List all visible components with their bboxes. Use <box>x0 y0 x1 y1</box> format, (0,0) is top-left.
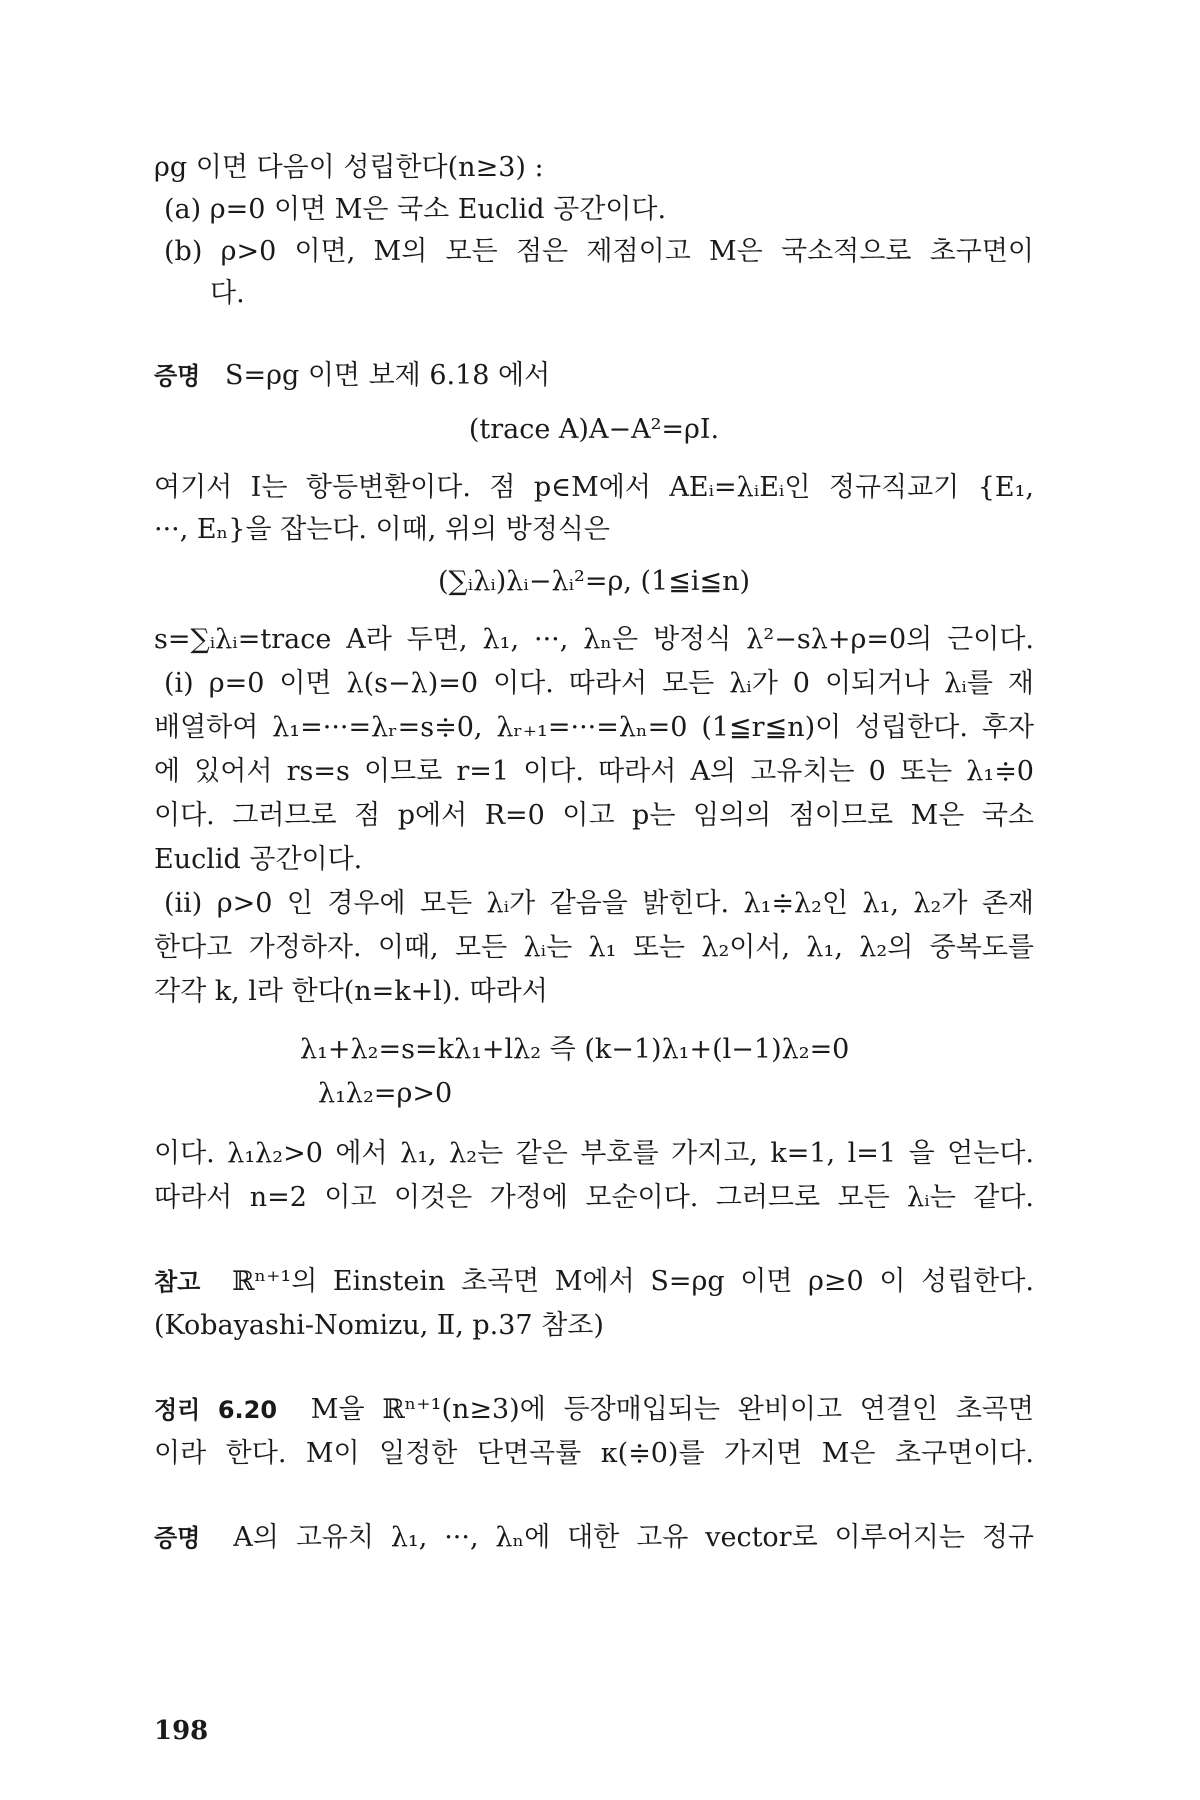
text-line: 이다. λ₁λ₂>0 에서 λ₁, λ₂는 같은 부호를 가지고, k=1, l=1 을 얻는다. <box>154 1138 1034 1169</box>
text-line: 각각 k, l라 한다(n=k+l). 따라서 <box>154 976 548 1007</box>
text-line: Euclid 공간이다. <box>154 844 363 875</box>
proof-text: A의 고유치 λ₁, ···, λₙ에 대한 고유 vector로 이루어지는 정규 <box>233 1522 1034 1553</box>
proof-label: 증명 <box>154 1524 201 1552</box>
text-line: ρg 이면 다음이 성립한다(n≥3) : <box>154 152 544 183</box>
remark-label: 참고 <box>154 1268 201 1296</box>
text-line: 따라서 n=2 이고 이것은 가정에 모순이다. 그러므로 모든 λᵢ는 같다. <box>154 1182 1034 1213</box>
theorem-label: 정리 6.20 <box>154 1396 278 1424</box>
remark-reference: (Kobayashi-Nomizu, Ⅱ, p.37 참조) <box>154 1310 604 1341</box>
text-line: ···, Eₙ}을 잡는다. 이때, 위의 방정식은 <box>154 514 610 545</box>
case-ii: (ii) ρ>0 인 경우에 모든 λᵢ가 같음을 밝힌다. λ₁≑λ₂인 λ₁, λ₂가 존재 <box>164 888 1034 919</box>
text-line: 한다고 가정하자. 이때, 모든 λᵢ는 λ₁ 또는 λ₂이서, λ₁, λ₂의 중복도를 <box>154 932 1034 963</box>
text-line: 이라 한다. M이 일정한 단면곡률 κ(≑0)를 가지면 M은 초구면이다. <box>154 1438 1034 1469</box>
text-line: 에 있어서 rs=s 이므로 r=1 이다. 따라서 A의 고유치는 0 또는 λ₁≑0 <box>154 756 1034 787</box>
equation-product-lambda: λ₁λ₂=ρ>0 <box>318 1078 453 1109</box>
text-line: 이다. 그러므로 점 p에서 R=0 이고 p는 임의의 점이므로 M은 국소 <box>154 800 1034 831</box>
case-i: (i) ρ=0 이면 λ(s−λ)=0 이다. 따라서 모든 λᵢ가 0 이되거나 λᵢ를 재 <box>164 668 1034 699</box>
case-a: (a) ρ=0 이면 M은 국소 Euclid 공간이다. <box>164 194 667 225</box>
proof-text: S=ρg 이면 보제 6.18 에서 <box>224 360 551 391</box>
proof-label: 증명 <box>154 362 201 390</box>
page-number: 198 <box>154 1716 209 1746</box>
theorem-text: M을 ℝⁿ⁺¹(n≥3)에 등장매입되는 완비이고 연결인 초곡면 <box>310 1394 1034 1425</box>
case-b-cont: 다. <box>210 278 245 309</box>
case-b: (b) ρ>0 이면, M의 모든 점은 제점이고 M은 국소적으로 초구면이 <box>164 236 1034 267</box>
equation-trace: (trace A)A−A²=ρI. <box>468 414 720 445</box>
equation-sum: (∑ᵢλᵢ)λᵢ−λᵢ²=ρ, (1≦i≦n) <box>437 566 751 597</box>
text-line: s=∑ᵢλᵢ=trace A라 두면, λ₁, ···, λₙ은 방정식 λ²−sλ+ρ=0의 근이다. <box>154 624 1034 655</box>
text-line: 배열하여 λ₁=···=λᵣ=s≑0, λᵣ₊₁=···=λₙ=0 (1≦r≦n)이 성립한다. 후자 <box>154 712 1034 743</box>
proof-line <box>154 356 1034 396</box>
remark-text: ℝⁿ⁺¹의 Einstein 초곡면 M에서 S=ρg 이면 ρ≥0 이 성립한다. <box>232 1266 1034 1297</box>
text-line: 여기서 I는 항등변환이다. 점 p∈M에서 AEᵢ=λᵢEᵢ인 정규직교기 {E₁, <box>154 472 1034 503</box>
proof-line-2 <box>154 1518 1034 1558</box>
theorem-line <box>154 1390 1034 1430</box>
equation-sum-lambda: λ₁+λ₂=s=kλ₁+lλ₂ 즉 (k−1)λ₁+(l−1)λ₂=0 <box>300 1034 850 1065</box>
remark-line <box>154 1262 1034 1302</box>
